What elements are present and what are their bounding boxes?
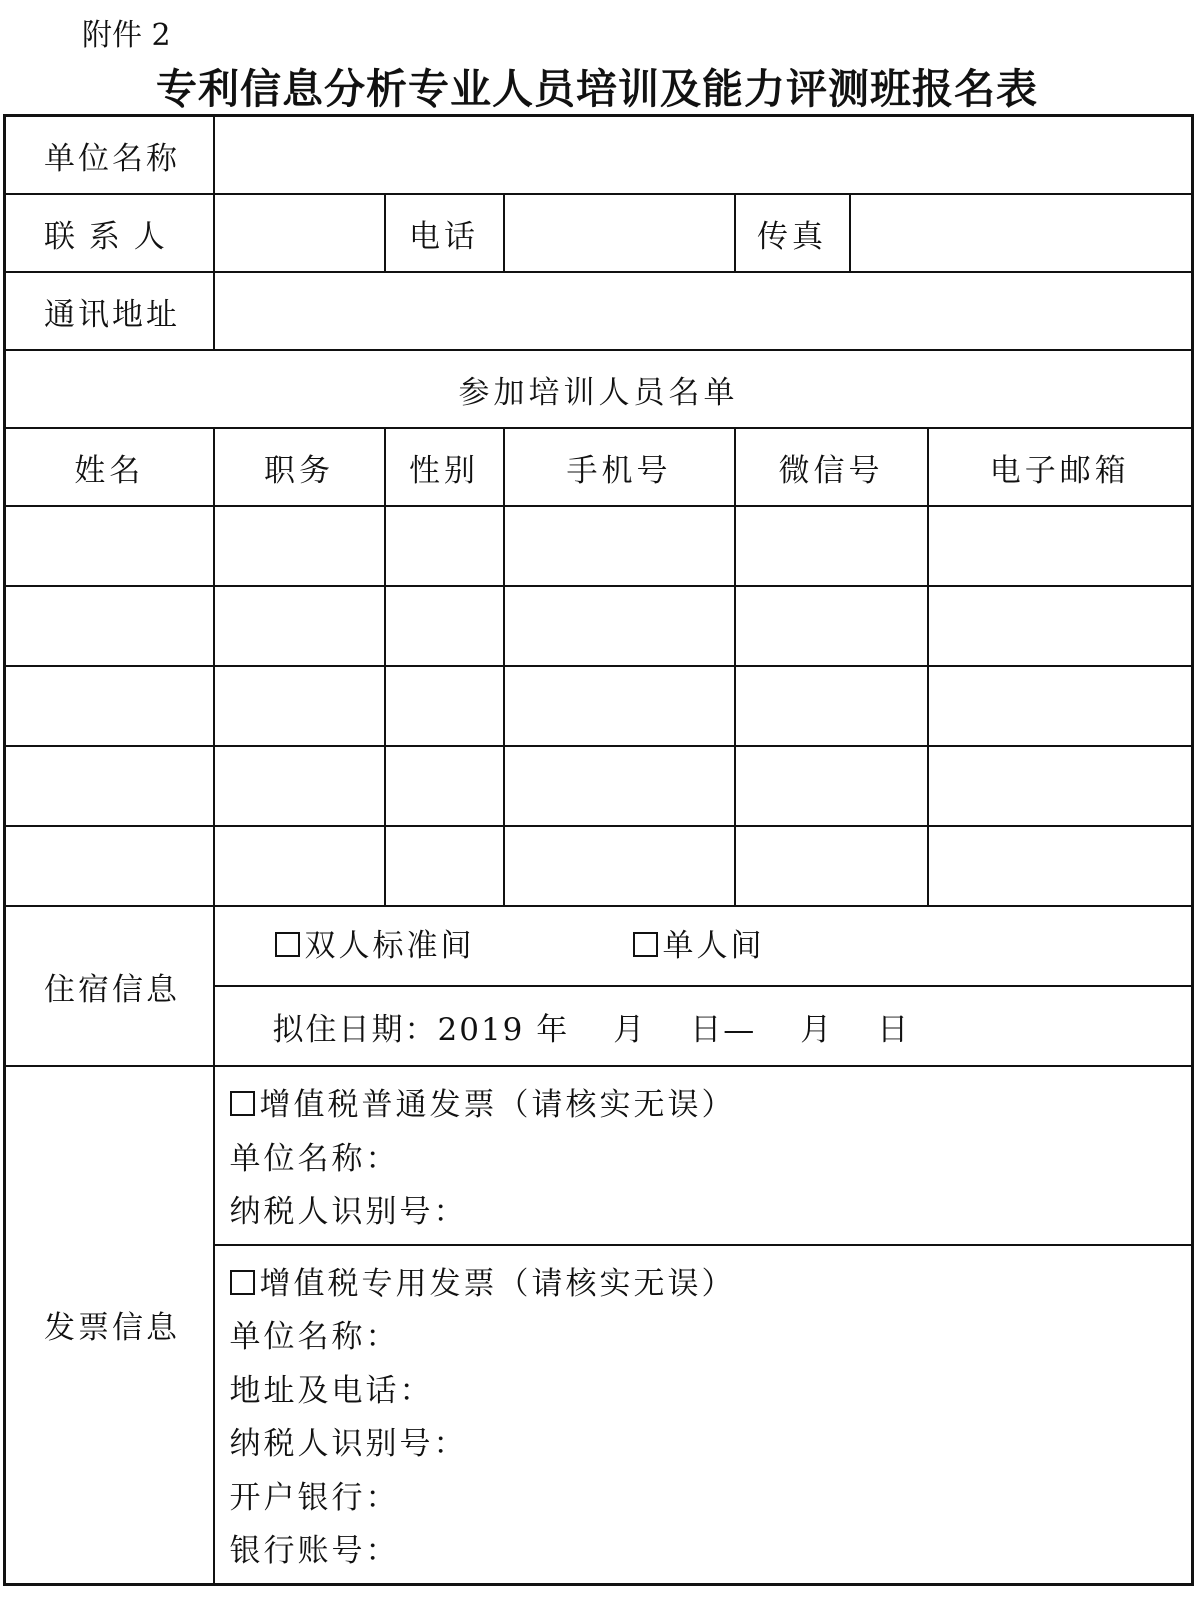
- single-room-option[interactable]: [633, 907, 765, 985]
- table-row: [5, 746, 1193, 826]
- cell-email[interactable]: [928, 746, 1193, 826]
- cell-gender[interactable]: [385, 586, 504, 666]
- invoice-normal-tax-id: 纳税人识别号：: [229, 1194, 468, 1230]
- contact-row: [5, 194, 1193, 272]
- cell-mobile[interactable]: [504, 506, 735, 586]
- invoice-normal-option[interactable]: [230, 1079, 1192, 1133]
- cell-email[interactable]: [928, 586, 1193, 666]
- cell-gender[interactable]: [385, 826, 504, 906]
- lodging-options: [214, 906, 1193, 986]
- col-name: 姓名: [5, 428, 214, 506]
- registration-form: [3, 114, 1194, 1586]
- table-row: [5, 586, 1193, 666]
- cell-gender[interactable]: [385, 666, 504, 746]
- attachment-label: 附件 2: [82, 18, 171, 53]
- stay-month-end: 月: [800, 1011, 834, 1048]
- invoice-special-unit-name: 单位名称：: [229, 1319, 400, 1355]
- table-row: [5, 666, 1193, 746]
- cell-mobile[interactable]: [504, 826, 735, 906]
- participants-header: 参加培训人员名单: [5, 350, 1193, 428]
- col-position: 职务: [214, 428, 385, 506]
- fax-field[interactable]: [850, 194, 1193, 272]
- cell-wechat[interactable]: [735, 506, 928, 586]
- invoice-special-checkbox[interactable]: [230, 1270, 255, 1295]
- cell-email[interactable]: [928, 666, 1193, 746]
- invoice-label: 发票信息: [5, 1066, 214, 1584]
- stay-day-start: 日—: [690, 1011, 757, 1048]
- invoice-special-bank: 开户银行：: [229, 1479, 400, 1516]
- cell-position[interactable]: [214, 826, 385, 906]
- column-header-row: [5, 428, 1193, 506]
- cell-wechat[interactable]: [735, 666, 928, 746]
- cell-name[interactable]: [5, 746, 214, 826]
- double-room-option[interactable]: [275, 907, 475, 985]
- invoice-normal: [214, 1066, 1193, 1245]
- unit-name-label: 单位名称: [5, 116, 214, 195]
- cell-mobile[interactable]: [504, 586, 735, 666]
- lodging-label: 住宿信息: [5, 906, 214, 1066]
- participants-header-row: [5, 350, 1193, 428]
- col-gender: 性别: [385, 428, 504, 506]
- cell-position[interactable]: [214, 506, 385, 586]
- col-wechat: 微信号: [735, 428, 928, 506]
- cell-gender[interactable]: [385, 506, 504, 586]
- address-field[interactable]: [214, 272, 1193, 350]
- unit-name-field[interactable]: [214, 116, 1193, 195]
- cell-position[interactable]: [214, 746, 385, 826]
- cell-position[interactable]: [214, 586, 385, 666]
- invoice-special-account: 银行账号：: [229, 1533, 400, 1569]
- cell-name[interactable]: [5, 666, 214, 746]
- invoice-special: [214, 1245, 1193, 1585]
- invoice-normal-checkbox[interactable]: [230, 1091, 255, 1116]
- phone-label: 电话: [385, 194, 504, 272]
- cell-mobile[interactable]: [504, 746, 735, 826]
- double-room-label: 双人标准间: [304, 928, 475, 964]
- cell-name[interactable]: [5, 586, 214, 666]
- cell-wechat[interactable]: [735, 746, 928, 826]
- invoice-normal-row: [5, 1066, 1193, 1245]
- address-row: [5, 272, 1193, 350]
- cell-wechat[interactable]: [735, 826, 928, 906]
- table-row: [5, 506, 1193, 586]
- col-email: 电子邮箱: [928, 428, 1193, 506]
- unit-name-row: [5, 116, 1193, 195]
- cell-name[interactable]: [5, 506, 214, 586]
- double-room-checkbox[interactable]: [275, 932, 300, 957]
- table-row: [5, 826, 1193, 906]
- invoice-normal-title: 增值税普通发票（请核实无误）: [259, 1087, 736, 1123]
- page-title: 专利信息分析专业人员培训及能力评测班报名表: [156, 65, 1038, 113]
- address-label: 通讯地址: [5, 272, 214, 350]
- cell-email[interactable]: [928, 506, 1193, 586]
- contact-field[interactable]: [214, 194, 385, 272]
- stay-month-start: 月: [613, 1011, 647, 1048]
- cell-wechat[interactable]: [735, 586, 928, 666]
- col-mobile: 手机号: [504, 428, 735, 506]
- fax-label: 传真: [735, 194, 850, 272]
- cell-gender[interactable]: [385, 746, 504, 826]
- cell-mobile[interactable]: [504, 666, 735, 746]
- stay-date-prefix: 拟住日期：2019 年: [272, 1011, 570, 1048]
- invoice-special-title: 增值税专用发票（请核实无误）: [259, 1265, 736, 1302]
- lodging-row-1: [5, 906, 1193, 986]
- invoice-normal-unit-name: 单位名称：: [229, 1140, 400, 1177]
- invoice-special-tax-id: 纳税人识别号：: [229, 1426, 468, 1462]
- cell-name[interactable]: [5, 826, 214, 906]
- cell-email[interactable]: [928, 826, 1193, 906]
- stay-day-end: 日: [877, 1011, 911, 1048]
- invoice-special-address-phone: 地址及电话：: [229, 1372, 434, 1409]
- single-room-checkbox[interactable]: [633, 932, 658, 957]
- cell-position[interactable]: [214, 666, 385, 746]
- phone-field[interactable]: [504, 194, 735, 272]
- stay-dates: [214, 986, 1193, 1066]
- invoice-special-option[interactable]: [230, 1258, 1192, 1312]
- single-room-label: 单人间: [662, 928, 765, 964]
- contact-label: 联 系 人: [5, 194, 214, 272]
